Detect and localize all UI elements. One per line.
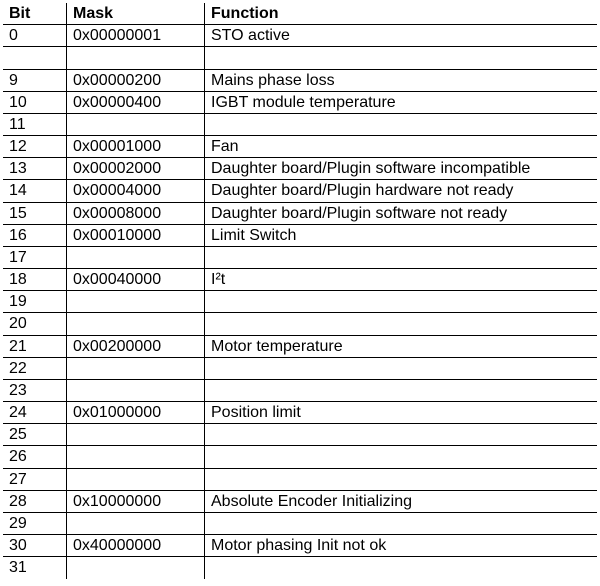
table-row (3, 92, 597, 114)
cell-mask: 0x00002000 (66, 158, 204, 179)
cell-mask: 0x00200000 (66, 336, 204, 357)
cell-function: Motor temperature (204, 336, 597, 357)
cell-bit: 19 (9, 293, 27, 311)
table-row (3, 180, 597, 202)
cell-bit: 12 (9, 138, 27, 156)
cell-mask (66, 313, 204, 334)
cell-mask (66, 424, 204, 445)
table-row (3, 225, 597, 247)
cell-bit: 21 (9, 337, 27, 355)
table-row (3, 70, 597, 92)
cell-mask: 0x00000200 (66, 70, 204, 91)
cell-bit: 14 (9, 182, 27, 200)
cell-mask: 0x00010000 (66, 225, 204, 246)
cell-bit: 28 (9, 492, 27, 510)
cell-function: Daughter board/Plugin software not ready (204, 203, 597, 224)
cell-bit: 26 (9, 448, 27, 466)
cell-function: Position limit (204, 402, 597, 423)
table-row (3, 269, 597, 291)
table-row (3, 380, 597, 402)
cell-bit: 22 (9, 359, 27, 377)
cell-mask (66, 291, 204, 312)
table-row (3, 557, 597, 579)
cell-function: STO active (204, 25, 597, 46)
cell-mask: 0x00040000 (66, 269, 204, 290)
cell-bit: 18 (9, 271, 27, 289)
cell-function (204, 47, 597, 68)
cell-bit: 10 (9, 93, 27, 111)
cell-function: Daughter board/Plugin software incompatible (204, 158, 597, 179)
table-row (3, 469, 597, 491)
cell-bit: 0 (9, 27, 18, 45)
cell-mask: 0x10000000 (66, 491, 204, 512)
cell-function (204, 291, 597, 312)
header-mask: Mask (66, 3, 204, 24)
cell-function (204, 380, 597, 401)
cell-mask: 0x01000000 (66, 402, 204, 423)
cell-function: I²t (204, 269, 597, 290)
cell-mask (66, 247, 204, 268)
table-row (3, 136, 597, 158)
cell-mask (66, 513, 204, 534)
cell-bit: 13 (9, 160, 27, 178)
cell-bit: 15 (9, 204, 27, 222)
table-row (3, 247, 597, 269)
bit-mask-table (3, 3, 597, 579)
cell-bit: 30 (9, 537, 27, 555)
table-row (3, 25, 597, 47)
cell-bit: 23 (9, 381, 27, 399)
cell-mask: 0x40000000 (66, 535, 204, 556)
cell-function (204, 358, 597, 379)
cell-function: IGBT module temperature (204, 92, 597, 113)
cell-bit: 11 (9, 115, 26, 133)
table-row (3, 313, 597, 335)
table-row (3, 513, 597, 535)
cell-mask: 0x00004000 (66, 180, 204, 201)
cell-function: Motor phasing Init not ok (204, 535, 597, 556)
cell-function (204, 513, 597, 534)
cell-bit: 25 (9, 426, 27, 444)
cell-mask: 0x00000400 (66, 92, 204, 113)
table-row (3, 491, 597, 513)
cell-bit: 17 (9, 248, 27, 266)
cell-bit (3, 47, 66, 68)
cell-function (204, 469, 597, 490)
cell-mask (66, 47, 204, 68)
cell-mask: 0x00000001 (66, 25, 204, 46)
table-row (3, 424, 597, 446)
header-function: Function (204, 3, 597, 24)
table-row (3, 336, 597, 358)
cell-bit: 16 (9, 226, 27, 244)
table-row (3, 358, 597, 380)
cell-mask: 0x00001000 (66, 136, 204, 157)
cell-bit: 29 (9, 514, 27, 532)
table-header-row (3, 3, 597, 25)
cell-mask: 0x00008000 (66, 203, 204, 224)
cell-bit: 9 (9, 71, 18, 89)
cell-function (204, 247, 597, 268)
cell-function: Absolute Encoder Initializing (204, 491, 597, 512)
cell-bit: 31 (9, 559, 27, 577)
table-row (3, 535, 597, 557)
cell-mask (66, 114, 204, 135)
cell-mask (66, 557, 204, 579)
header-bit: Bit (9, 5, 31, 22)
table-row (3, 291, 597, 313)
table-row (3, 158, 597, 180)
cell-mask (66, 446, 204, 467)
table-row (3, 402, 597, 424)
table-body (3, 25, 597, 579)
cell-mask (66, 358, 204, 379)
cell-function: Daughter board/Plugin hardware not ready (204, 180, 597, 201)
cell-mask (66, 469, 204, 490)
table-row (3, 203, 597, 225)
table-row (3, 446, 597, 468)
cell-function (204, 424, 597, 445)
cell-function (204, 313, 597, 334)
cell-mask (66, 380, 204, 401)
cell-function (204, 446, 597, 467)
table-row (3, 47, 597, 69)
cell-bit: 27 (9, 470, 27, 488)
cell-function (204, 557, 597, 579)
cell-bit: 20 (9, 315, 27, 333)
table-row (3, 114, 597, 136)
cell-function: Fan (204, 136, 597, 157)
cell-bit: 24 (9, 404, 27, 422)
cell-function: Limit Switch (204, 225, 597, 246)
cell-function (204, 114, 597, 135)
cell-function: Mains phase loss (204, 70, 597, 91)
